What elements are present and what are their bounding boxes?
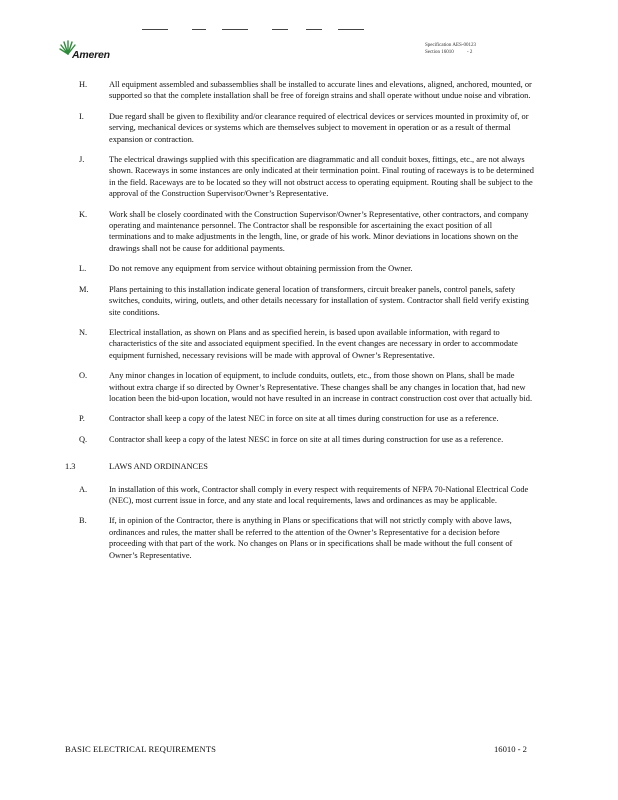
item-letter: I. [79, 111, 84, 121]
item-text: In installation of this work, Contractor shall comply in every respect with requirements of NFPA 70-National Electrical Code (NEC), most current issue in force, and any state and local requirements, laws and ordinances as may be applicable. [109, 484, 529, 505]
section-title: LAWS AND ORDINANCES [109, 462, 208, 472]
section-heading [65, 461, 618, 472]
item-text: All equipment assembled and subassemblies shall be installed to accurate lines and elevations, aligned, anchored, mounted, or supported so that the complete installation shall be free of foreign strains and shall operate without undue noise and vibration. [109, 80, 532, 101]
ameren-logo [58, 40, 128, 62]
spec-section: Section 16010 [425, 50, 454, 55]
footer-title: BASIC ELECTRICAL REQUIREMENTS [65, 744, 217, 754]
header-rule-marks [142, 29, 372, 31]
item-letter: Q. [79, 434, 88, 444]
item-letter: J. [79, 155, 85, 165]
item-letter: M. [79, 284, 89, 294]
item-text: Due regard shall be given to flexibility and/or clearance required of electrical devices or services mounted in proximity of, or serving, mechanical devices or systems which are themselves subject to movement in operation or as a result of thermal expansion or contraction. [109, 111, 529, 144]
footer-page-number: 16010 - 2 [494, 744, 527, 754]
item-text: Plans pertaining to this installation indicate general location of transformers, circuit breaker panels, control panels, safety switches, conduits, wiring, outlets, and other details necessary for installation of system. Contractor shall field verify existing site conditions. [109, 284, 529, 317]
requirements-list-a [0, 79, 618, 445]
item-letter: K. [79, 209, 88, 219]
list-item [79, 434, 535, 445]
item-text: If, in opinion of the Contractor, there is anything in Plans or specifications that will not strictly comply with above laws, ordinances and rules, the matter shall be referred to the attention of the Owner’s Representative for a decision before proceeding with that part of the work. No changes on Plans or in specifications shall be made without the full consent of Owner’s Representative. [109, 516, 513, 560]
section-number: 1.3 [65, 462, 76, 472]
item-text: Contractor shall keep a copy of the latest NEC in force on site at all times during construction for use as a reference. [109, 414, 499, 424]
list-item [79, 111, 535, 145]
list-item [79, 515, 535, 561]
item-letter: O. [79, 371, 88, 381]
item-text: Electrical installation, as shown on Plans and as specified herein, is based upon available information, with regard to characteristics of the site and associated equipment specified. In the event changes are necessary in order to accommodate equipment furnished, necessary revisions will be made with approval of Owner’s Representative. [109, 327, 518, 360]
item-letter: A. [79, 484, 88, 494]
item-text: Any minor changes in location of equipment, to include conduits, outlets, etc., from those shown on Plans, shall be made without extra charge if so directed by Owner’s Representative. These changes shall be any changes in location that, had new location been the bid-upon location, would not have resulted in an increase in contract construction cost over that actually bid. [109, 371, 533, 403]
spec-reference [425, 42, 476, 56]
list-item [79, 209, 535, 255]
item-letter: H. [79, 80, 88, 89]
list-item [79, 327, 535, 361]
item-text: Work shall be closely coordinated with the Construction Supervisor/Owner’s Representative, other contractors, and company operating and maintenance personnel. The Contractor shall be responsible for ascertaining the exact position of all terminations and to make adjustments in the length, line, or grade of his work. Minor deviations in locations shown on the drawings shall not be cause for additional payments. [109, 209, 529, 253]
item-text: The electrical drawings supplied with this specification are diagrammatic and all conduit boxes, fittings, etc., are not always shown. Raceways in some instances are only indicated at their termination point. Final routing of raceways is to be determined in the field. Raceways are to be located so they will not obstruct access to operating equipment. Routing shall be subject to the approval of the Construction Supervisor/Owner’s Representative. [109, 155, 534, 199]
item-letter: B. [79, 516, 87, 526]
spec-number: Specification AES-00123 [425, 43, 476, 48]
spec-page: - 2 [467, 50, 473, 55]
item-letter: P. [79, 414, 85, 424]
list-item [79, 370, 535, 404]
item-letter: N. [79, 327, 88, 337]
list-item [79, 484, 535, 507]
list-item [79, 263, 535, 274]
logo-text: Ameren [72, 49, 110, 61]
list-item [79, 154, 535, 200]
item-letter: L. [79, 264, 87, 274]
item-text: Contractor shall keep a copy of the latest NESC in force on site at all times during construction for use as a reference. [109, 434, 504, 444]
document-body [0, 79, 618, 570]
requirements-list-b [0, 484, 618, 561]
item-text: Do not remove any equipment from service without obtaining permission from the Owner. [109, 264, 413, 274]
list-item [79, 284, 535, 318]
list-item [79, 413, 535, 424]
list-item [79, 79, 535, 102]
